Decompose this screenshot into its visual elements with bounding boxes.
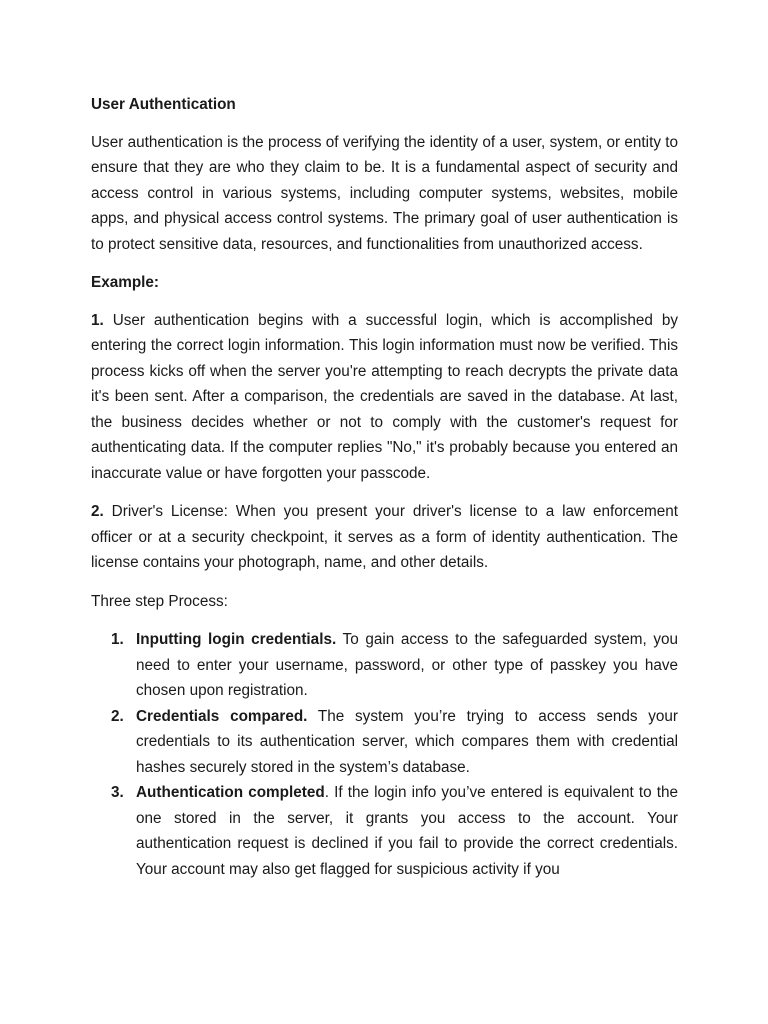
example-text-1: User authentication begins with a successful login, which is accomplished by entering the correct login information. This login information must now be verified. This process kicks off when the server you're attempting to reach decrypts the private data it's been sent. After a comparison, the credentials are saved in the database. At last, the business decides whether or not to comply with the customer's request for authenticating data. If the computer replies "No," it's probably because you entered an inaccurate value or have forgotten your passcode.: [91, 311, 678, 482]
steps-list: [91, 627, 678, 882]
intro-paragraph: User authentication is the process of verifying the identity of a user, system, or entity to ensure that they are who they claim to be. It is a fundamental aspect of security and access control in various systems, including computer systems, websites, mobile apps, and physical access control systems. The primary goal of user authentication is to protect sensitive data, resources, and functionalities from unauthorized access.: [91, 133, 678, 253]
document-page: [91, 92, 678, 882]
page-title: User Authentication: [91, 96, 236, 113]
step-title-2: Credentials compared.: [136, 707, 308, 725]
step-text-1: To gain access to the safeguarded system, you need to enter your username, password, or other type of passkey you have chosen upon registration.: [136, 631, 678, 699]
example-number-1: 1.: [91, 311, 104, 329]
example-paragraph-1: [91, 308, 678, 487]
example-heading: Example:: [91, 274, 160, 291]
process-heading: Three step Process:: [91, 592, 228, 610]
list-item: [91, 704, 678, 781]
step-title-3: Authentication completed: [136, 784, 325, 801]
example-number-2: 2.: [91, 503, 104, 520]
step-marker-3: 3.: [111, 784, 124, 801]
list-item: [91, 627, 678, 704]
step-text-3: . If the login info you’ve entered is equivalent to the one stored in the server, it grants you access to the account. Your authentication request is declined if you fail to provide the correct credentials. Your account may also get flagged for suspicious activity if you: [136, 784, 679, 878]
step-marker-1: 1.: [111, 631, 124, 648]
step-text-2: The system you’re trying to access sends your credentials to its authentication server, which compares them with credential hashes securely stored in the system’s database.: [136, 707, 679, 776]
step-marker-2: 2.: [111, 707, 124, 725]
example-text-2: Driver's License: When you present your driver's license to a law enforcement officer or at a security checkpoint, it serves as a form of identity authentication. The license contains your photograph, name, and other details.: [91, 503, 678, 571]
example-paragraph-2: [91, 499, 678, 576]
step-title-1: Inputting login credentials.: [136, 631, 337, 648]
list-item: [91, 780, 678, 882]
